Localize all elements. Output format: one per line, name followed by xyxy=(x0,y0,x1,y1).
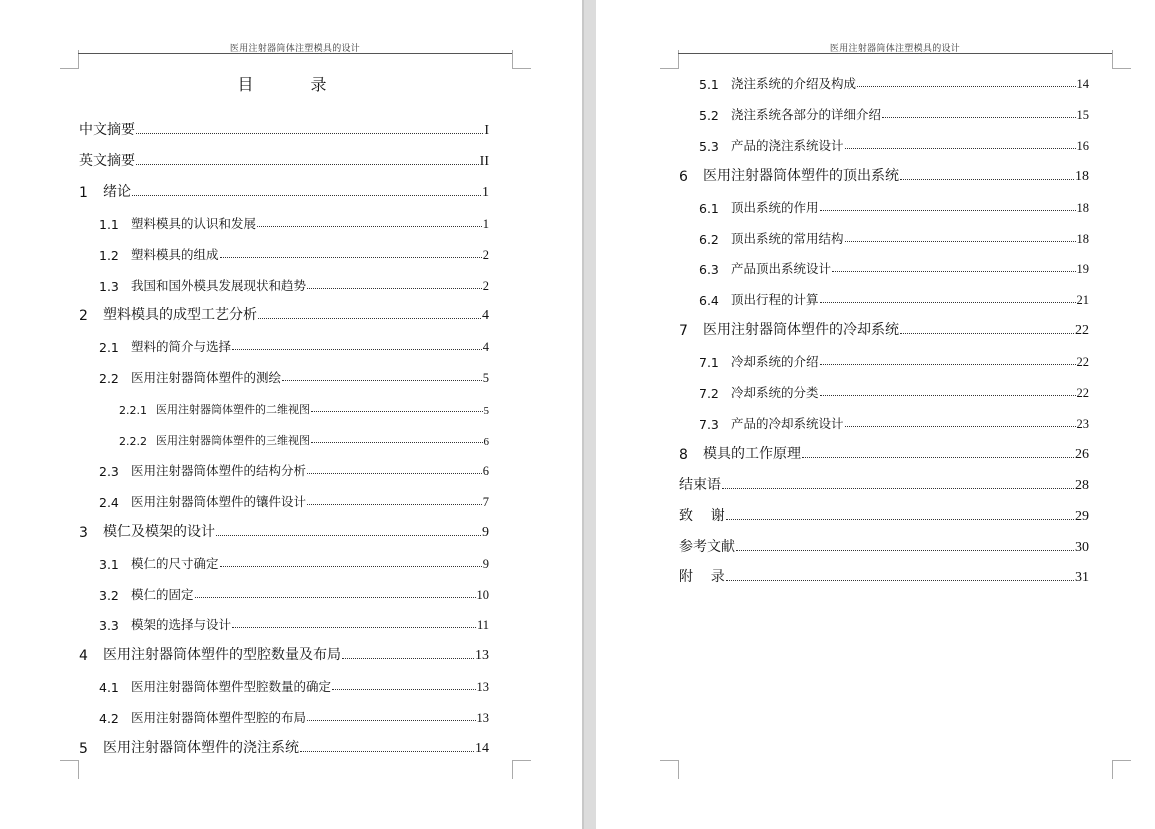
toc-entry-title: 附 录 xyxy=(679,569,725,586)
toc-entry-title: 模仁及模架的设计 xyxy=(103,523,215,540)
toc-entry-page: 1 xyxy=(482,184,489,200)
toc-entry-page: 5 xyxy=(483,405,489,418)
toc-entry-number: 3 xyxy=(79,524,88,541)
toc-leader-dots xyxy=(726,580,1074,581)
toc-entry-page: 6 xyxy=(483,436,489,448)
toc-entry[interactable] xyxy=(679,443,1089,463)
toc-entry-page: 11 xyxy=(476,618,489,633)
toc-entry-title: 产品的冷却系统设计 xyxy=(731,415,844,431)
toc-entry-page: 30 xyxy=(1075,539,1089,555)
toc-entry-page: 22 xyxy=(1076,386,1089,400)
toc-entry[interactable] xyxy=(99,459,489,479)
toc-entry-title: 模仁的尺寸确定 xyxy=(131,555,219,571)
toc-entry-page: 13 xyxy=(476,711,489,726)
toc-entry-page: II xyxy=(479,153,489,169)
toc-entry-title: 医用注射器筒体塑件的冷却系统 xyxy=(703,322,899,339)
toc-entry-number: 8 xyxy=(679,446,688,463)
toc-entry-number: 2.2 xyxy=(99,371,119,387)
toc-leader-dots xyxy=(802,457,1074,458)
toc-entry[interactable] xyxy=(99,583,489,603)
toc-leader-dots xyxy=(136,164,479,165)
toc-leader-dots xyxy=(257,226,482,227)
toc-entry-page: 4 xyxy=(482,340,489,355)
toc-entry-title: 致 谢 xyxy=(679,507,725,524)
toc-entry-number: 2 xyxy=(79,308,88,325)
toc-entry-number: 3.3 xyxy=(99,618,119,634)
toc-entry[interactable] xyxy=(119,428,489,448)
toc-entry-page: 13 xyxy=(476,680,489,695)
toc-entry[interactable] xyxy=(99,675,489,695)
toc-entry[interactable] xyxy=(79,150,489,170)
toc-leader-dots xyxy=(900,333,1074,334)
document-page-right xyxy=(596,0,1155,829)
page-header: 医用注射器筒体注塑模具的设计 xyxy=(829,44,961,54)
toc-entry-page: 2 xyxy=(482,247,489,262)
toc-entry[interactable] xyxy=(99,706,489,726)
crop-mark xyxy=(660,760,679,779)
toc-leader-dots xyxy=(342,658,474,659)
toc-entry-page: 19 xyxy=(1076,262,1089,277)
toc-entry-title: 浇注系统的介绍及构成 xyxy=(731,76,857,91)
toc-entry-number: 3.1 xyxy=(99,556,119,572)
toc-entry-page: 31 xyxy=(1075,570,1089,586)
toc-entry-page: 22 xyxy=(1075,323,1089,339)
toc-leader-dots xyxy=(845,241,1076,242)
toc-leader-dots xyxy=(307,504,482,505)
toc-entry-page: 23 xyxy=(1076,416,1089,431)
toc-entry-title: 医用注射器筒体塑件的二维视图 xyxy=(156,403,310,417)
toc-entry-title: 医用注射器筒体塑件的镶件设计 xyxy=(131,493,307,509)
toc-entry-number: 7.3 xyxy=(699,416,719,432)
toc-entry-number: 1.2 xyxy=(99,247,119,263)
toc-entry-page: 14 xyxy=(475,741,489,756)
toc-leader-dots xyxy=(845,426,1076,427)
toc-entry-page: 9 xyxy=(482,524,489,540)
toc-entry-number: 2.3 xyxy=(99,463,119,479)
toc-entry-number: 7 xyxy=(679,323,688,340)
crop-mark xyxy=(1112,760,1131,779)
toc-entry-title: 模具的工作原理 xyxy=(703,445,801,462)
toc-entry-number: 2.2.1 xyxy=(119,404,147,418)
page-gutter xyxy=(582,0,596,829)
toc-entry-title: 医用注射器筒体塑件的三维视图 xyxy=(156,434,310,447)
toc-entry-number: 3.2 xyxy=(99,587,119,603)
toc-leader-dots xyxy=(232,627,476,628)
toc-entry-title: 医用注射器筒体塑件的型腔数量及布局 xyxy=(103,647,341,664)
toc-leader-dots xyxy=(220,257,482,258)
toc-entry-title: 冷却系统的介绍 xyxy=(731,354,819,370)
toc-leader-dots xyxy=(311,442,483,443)
toc-leader-dots xyxy=(820,395,1076,396)
toc-entry-page: 16 xyxy=(1076,138,1089,153)
toc-leader-dots xyxy=(216,535,481,536)
crop-mark xyxy=(512,50,531,69)
toc-entry[interactable] xyxy=(679,536,1089,556)
toc-entry-number: 6.3 xyxy=(699,262,719,278)
toc-entry-title: 塑料模具的成型工艺分析 xyxy=(103,307,257,324)
toc-entry-number: 5.3 xyxy=(699,138,719,154)
toc-leader-dots xyxy=(900,179,1074,180)
toc-entry-title: 塑料模具的认识和发展 xyxy=(131,215,257,231)
toc-entry-number: 4 xyxy=(79,648,88,665)
toc-entry-page: 2 xyxy=(482,278,489,293)
toc-entry-title: 塑料的简介与选择 xyxy=(131,339,232,355)
toc-entry-title: 医用注射器筒体塑件的浇注系统 xyxy=(103,740,299,756)
toc-entry[interactable] xyxy=(679,319,1089,339)
toc-entry-number: 2.4 xyxy=(99,494,119,510)
toc-entry-page: I xyxy=(484,123,489,138)
toc-leader-dots xyxy=(332,689,475,690)
toc-entry-page: 4 xyxy=(482,308,489,324)
toc-entry-number: 6.1 xyxy=(699,200,719,216)
toc-entry-title: 绪论 xyxy=(103,183,131,200)
toc-leader-dots xyxy=(307,288,482,289)
toc-entry-title: 模仁的固定 xyxy=(131,586,194,602)
toc-entry-number: 2.1 xyxy=(99,340,119,356)
crop-mark xyxy=(660,50,679,69)
toc-entry-number: 2.2.2 xyxy=(119,435,147,448)
toc-entry-page: 6 xyxy=(482,463,489,478)
toc-entry-page: 21 xyxy=(1076,293,1089,308)
toc-entry-title: 医用注射器筒体塑件的结构分析 xyxy=(131,462,307,478)
toc-entry-number: 5.1 xyxy=(699,77,719,92)
toc-entry-title: 医用注射器筒体塑件的测绘 xyxy=(131,370,282,386)
toc-leader-dots xyxy=(857,86,1075,87)
toc-entry-number: 1.1 xyxy=(99,216,119,232)
toc-entry[interactable] xyxy=(99,552,489,572)
toc-entry-title: 顶出行程的计算 xyxy=(731,292,819,308)
toc-entry[interactable] xyxy=(679,505,1089,525)
toc-entry-number: 1 xyxy=(79,184,88,201)
toc-entry-number: 6.4 xyxy=(699,293,719,309)
toc-entry[interactable] xyxy=(99,335,489,355)
toc-entry[interactable] xyxy=(99,366,489,386)
toc-entry[interactable] xyxy=(699,227,1089,247)
toc-entry-title: 浇注系统各部分的详细介绍 xyxy=(731,106,882,122)
toc-entry[interactable] xyxy=(99,212,489,232)
toc-entry[interactable] xyxy=(99,613,489,633)
toc-entry[interactable] xyxy=(699,381,1089,401)
toc-leader-dots xyxy=(132,195,481,196)
toc-entry-number: 1.3 xyxy=(99,278,119,294)
toc-entry-number: 6 xyxy=(679,168,688,185)
toc-entry-title: 塑料模具的组成 xyxy=(131,246,219,262)
toc-entry[interactable] xyxy=(679,474,1089,494)
toc-entry-number: 7.2 xyxy=(699,386,719,401)
toc-entry[interactable] xyxy=(699,257,1089,277)
toc-leader-dots xyxy=(820,210,1076,211)
toc-entry-page: 26 xyxy=(1075,446,1089,462)
toc-entry-page: 9 xyxy=(482,556,489,571)
toc-leader-dots xyxy=(195,597,476,598)
toc-entry[interactable] xyxy=(699,412,1089,432)
toc-entry-page: 28 xyxy=(1075,477,1089,493)
toc-entry-title: 顶出系统的常用结构 xyxy=(731,230,844,246)
toc-leader-dots xyxy=(311,411,483,412)
toc-entry[interactable] xyxy=(79,181,489,201)
toc-leader-dots xyxy=(136,133,483,134)
header-rule xyxy=(678,53,1112,54)
toc-entry[interactable] xyxy=(79,737,489,757)
toc-entry-page: 14 xyxy=(1076,77,1089,91)
toc-entry-page: 18 xyxy=(1076,231,1089,246)
toc-entry-number: 6.2 xyxy=(699,231,719,247)
toc-entry-title: 结束语 xyxy=(679,476,721,493)
toc-entry[interactable] xyxy=(699,134,1089,154)
toc-leader-dots xyxy=(726,519,1074,520)
toc-entry[interactable] xyxy=(679,566,1089,586)
toc-entry-page: 22 xyxy=(1076,355,1089,370)
toc-entry-number: 7.1 xyxy=(699,355,719,371)
toc-entry-page: 18 xyxy=(1075,168,1089,184)
crop-mark xyxy=(1112,50,1131,69)
toc-entry[interactable] xyxy=(699,350,1089,370)
toc-entry-title: 产品顶出系统设计 xyxy=(731,261,832,277)
toc-entry-title: 我国和国外模具发展现状和趋势 xyxy=(131,277,307,293)
toc-entry-number: 4.2 xyxy=(99,711,119,727)
toc-entry-page: 18 xyxy=(1076,200,1089,215)
toc-entry[interactable] xyxy=(79,521,489,541)
toc-leader-dots xyxy=(307,720,475,721)
toc-entry-page: 15 xyxy=(1076,107,1089,122)
toc-entry-number: 5.2 xyxy=(699,107,719,123)
toc-entry[interactable] xyxy=(79,644,489,664)
toc-entry[interactable] xyxy=(699,288,1089,308)
toc-entry-title: 英文摘要 xyxy=(79,152,135,169)
toc-entry[interactable] xyxy=(699,72,1089,92)
toc-entry[interactable] xyxy=(699,196,1089,216)
toc-entry-page: 29 xyxy=(1075,508,1089,524)
toc-leader-dots xyxy=(220,566,482,567)
toc-entry-page: 10 xyxy=(476,587,489,602)
toc-entry[interactable] xyxy=(79,304,489,324)
toc-entry-title: 产品的浇注系统设计 xyxy=(731,137,844,153)
toc-leader-dots xyxy=(722,488,1074,489)
toc-entry[interactable] xyxy=(99,490,489,510)
toc-entry[interactable] xyxy=(679,165,1089,185)
toc-entry-title: 医用注射器筒体塑件的顶出系统 xyxy=(703,167,899,184)
toc-entry-title: 中文摘要 xyxy=(79,122,135,138)
toc-entry-page: 5 xyxy=(482,371,489,386)
toc-leader-dots xyxy=(736,550,1074,551)
crop-mark xyxy=(512,760,531,779)
toc-leader-dots xyxy=(300,751,474,752)
toc-leader-dots xyxy=(282,380,482,381)
toc-entry[interactable] xyxy=(699,103,1089,123)
crop-mark xyxy=(60,760,79,779)
page-header: 医用注射器筒体注塑模具的设计 xyxy=(229,44,361,54)
toc-leader-dots xyxy=(258,318,481,319)
crop-mark xyxy=(60,50,79,69)
toc-entry-page: 7 xyxy=(482,494,489,509)
toc-leader-dots xyxy=(307,473,482,474)
toc-leader-dots xyxy=(820,364,1076,365)
toc-entry-title: 医用注射器筒体塑件型腔的布局 xyxy=(131,710,307,726)
toc-entry[interactable] xyxy=(99,243,489,263)
toc-entry-title: 模架的选择与设计 xyxy=(131,617,232,633)
toc-leader-dots xyxy=(882,117,1075,118)
toc-entry-title: 参考文献 xyxy=(679,538,735,555)
toc-leader-dots xyxy=(845,148,1076,149)
toc-entry-page: 13 xyxy=(475,648,489,664)
toc-leader-dots xyxy=(232,349,482,350)
toc-entry-number: 5 xyxy=(79,741,88,757)
toc-entry-number: 4.1 xyxy=(99,680,119,696)
toc-entry-title: 顶出系统的作用 xyxy=(731,199,819,215)
toc-entry[interactable] xyxy=(99,274,489,294)
toc-entry-page: 1 xyxy=(482,216,489,231)
toc-leader-dots xyxy=(820,302,1076,303)
toc-entry[interactable] xyxy=(119,397,489,417)
toc-entry-title: 冷却系统的分类 xyxy=(731,385,819,400)
header-rule xyxy=(78,53,512,54)
toc-entry-title: 医用注射器筒体塑件型腔数量的确定 xyxy=(131,679,332,695)
toc-title: 目 录 xyxy=(237,75,353,94)
toc-leader-dots xyxy=(832,271,1075,272)
toc-entry[interactable] xyxy=(79,119,489,139)
